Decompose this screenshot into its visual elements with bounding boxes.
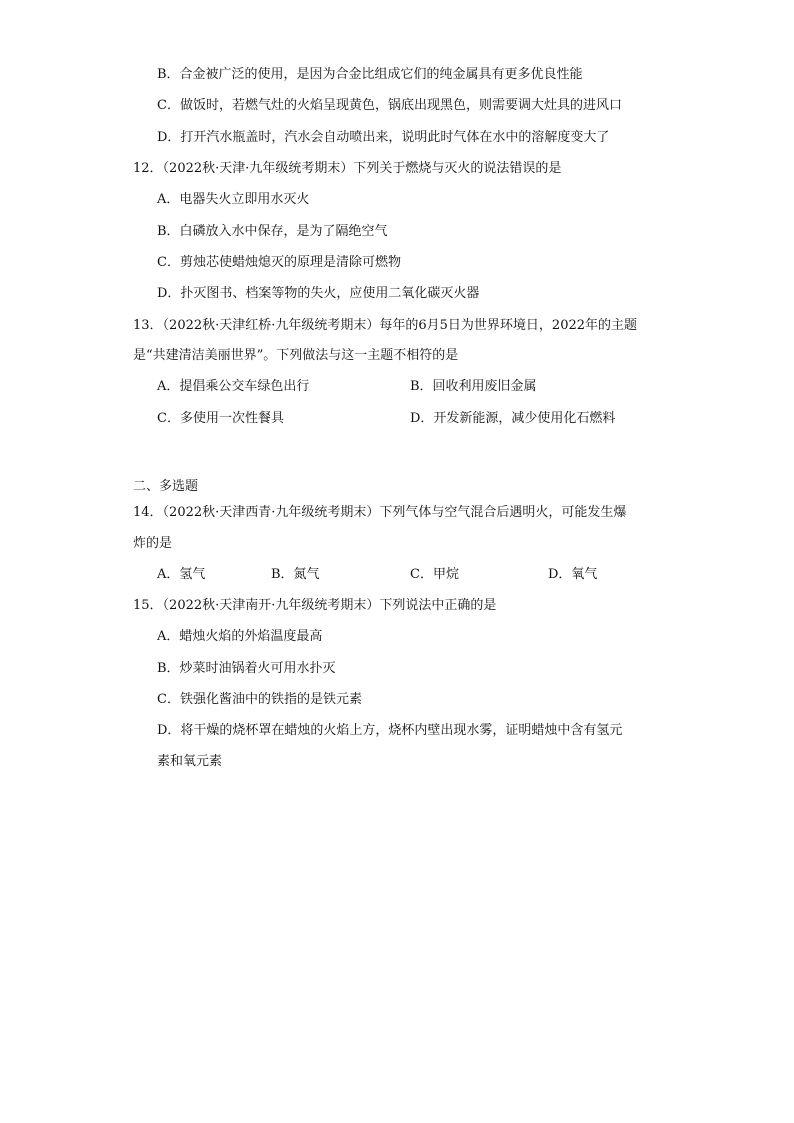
q15-option-b: B．炒菜时油锅着火可用水扑灭 bbox=[157, 661, 336, 676]
q13-option-b: B．回收利用废旧金属 bbox=[410, 379, 537, 394]
q13-option-a: A．提倡乘公交车绿色出行 bbox=[157, 379, 310, 394]
q11-option-c: C．做饭时，若燃气灶的火焰呈现黄色，锅底出现黑色，则需要调大灶具的进风口 bbox=[157, 98, 622, 113]
q14-option-c: C．甲烷 bbox=[410, 567, 459, 582]
section-title-multiple-choice: 二、多选题 bbox=[133, 479, 199, 494]
q14-option-a: A．氢气 bbox=[157, 567, 206, 582]
q13-stem-line1: 13．（2022秋·天津红桥·九年级统考期末）每年的6月5日为世界环境日，2022年的主题 bbox=[133, 318, 638, 333]
q15-stem: 15．（2022秋·天津南开·九年级统考期末）下列说法中正确的是 bbox=[133, 598, 497, 613]
q15-option-a: A．蜡烛火焰的外焰温度最高 bbox=[157, 629, 323, 644]
q13-option-d: D．开发新能源，减少使用化石燃料 bbox=[410, 411, 616, 426]
q12-option-b: B．白磷放入水中保存，是为了隔绝空气 bbox=[157, 224, 388, 239]
q15-option-d-line1: D．将干燥的烧杯罩在蜡烛的火焰上方，烧杯内壁出现水雾，证明蜡烛中含有氢元 bbox=[157, 723, 623, 738]
q12-stem: 12．（2022秋·天津·九年级统考期末）下列关于燃烧与灭火的说法错误的是 bbox=[133, 161, 562, 176]
q14-stem-line2: 炸的是 bbox=[133, 536, 173, 551]
q15-option-d-line2: 素和氧元素 bbox=[157, 754, 223, 769]
q15-option-c: C．铁强化酱油中的铁指的是铁元素 bbox=[157, 692, 362, 707]
q12-option-d: D．扑灭图书、档案等物的失火，应使用二氧化碳灭火器 bbox=[157, 286, 480, 301]
q11-option-d: D．打开汽水瓶盖时，汽水会自动喷出来，说明此时气体在水中的溶解度变大了 bbox=[157, 130, 610, 145]
q11-option-b: B．合金被广泛的使用，是因为合金比组成它们的纯金属具有更多优良性能 bbox=[157, 67, 583, 82]
q12-option-a: A．电器失火立即用水灭火 bbox=[157, 192, 310, 207]
q14-option-b: B．氮气 bbox=[271, 567, 320, 582]
q13-option-c: C．多使用一次性餐具 bbox=[157, 411, 284, 426]
q14-option-d: D．氧气 bbox=[548, 567, 598, 582]
q13-stem-line2: 是“共建清洁美丽世界”。下列做法与这一主题不相符的是 bbox=[133, 348, 459, 363]
q12-option-c: C．剪烛芯使蜡烛熄灭的原理是清除可燃物 bbox=[157, 255, 401, 270]
q14-stem-line1: 14．（2022秋·天津西青·九年级统考期末）下列气体与空气混合后遇明火，可能发生爆 bbox=[133, 505, 627, 520]
